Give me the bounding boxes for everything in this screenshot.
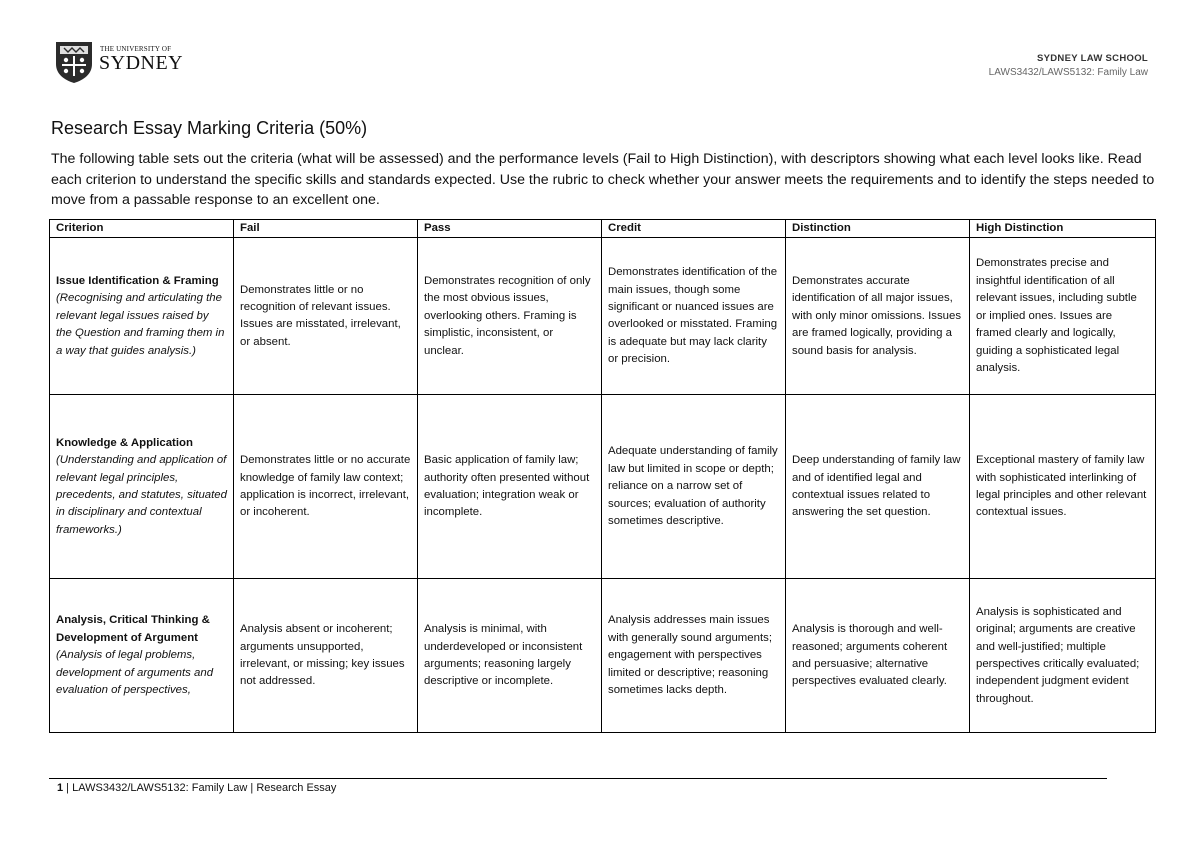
course-code: LAWS3432/LAWS5132: Family Law: [988, 67, 1148, 78]
school-name: SYDNEY LAW SCHOOL: [1036, 53, 1148, 64]
criterion-cell: [50, 395, 234, 579]
criterion-description: (Recognising and articulating the relevant legal issues raised by the Question and framing them in a way that guides analysis.): [56, 292, 225, 357]
page-title: Research Essay Marking Criteria (50%): [51, 118, 368, 138]
page-footer: [57, 782, 336, 794]
logo-university-line: THE UNIVERSITY OF: [100, 45, 172, 53]
footer-text: | LAWS3432/LAWS5132: Family Law | Research Essay: [63, 782, 337, 794]
header-credit: Credit: [602, 220, 786, 238]
criterion-description: (Analysis of legal problems, development of arguments and evaluation of perspectives,: [56, 649, 214, 697]
fail-descriptor: Demonstrates little or no accurate knowledge of family law context; application is incorrect, irrelevant, or incoherent.: [234, 395, 418, 579]
table-row: [50, 238, 1156, 395]
criterion-description: (Understanding and application of relevant legal principles, precedents, and statutes, situated in disciplinary and contextual frameworks.): [56, 454, 227, 536]
fail-descriptor: Demonstrates little or no recognition of relevant issues. Issues are misstated, irrelevant, or absent.: [234, 238, 418, 395]
table-row: [50, 395, 1156, 579]
header-distinction: Distinction: [786, 220, 970, 238]
distinction-descriptor: Analysis is thorough and well-reasoned; arguments coherent and persuasive; alternative perspectives evaluated clearly.: [786, 579, 970, 733]
high-distinction-descriptor: Exceptional mastery of family law with sophisticated interlinking of legal principles and other relevant contextual issues.: [970, 395, 1156, 579]
pass-descriptor: Basic application of family law; authority often presented without evaluation; integration weak or incomplete.: [418, 395, 602, 579]
criterion-name: Knowledge & Application: [56, 436, 193, 449]
distinction-descriptor: Deep understanding of family law and of identified legal and contextual issues related to answering the set question.: [786, 395, 970, 579]
table-header-row: [50, 220, 1156, 238]
criterion-cell: [50, 579, 234, 733]
pass-descriptor: Demonstrates recognition of only the most obvious issues, overlooking others. Framing is simplistic, inconsistent, or unclear.: [418, 238, 602, 395]
marking-rubric-table: [49, 219, 1156, 733]
credit-descriptor: Analysis addresses main issues with generally sound arguments; engagement with perspectives limited or descriptive; reasoning sometimes lacks depth.: [602, 579, 786, 733]
pass-descriptor: Analysis is minimal, with underdeveloped or inconsistent arguments; reasoning largely descriptive or incomplete.: [418, 579, 602, 733]
header-high-distinction: High Distinction: [970, 220, 1156, 238]
header-fail: Fail: [234, 220, 418, 238]
footer-divider: [49, 778, 1107, 779]
criterion-name: Analysis, Critical Thinking & Development of Argument: [56, 614, 210, 644]
criterion-cell: [50, 238, 234, 395]
high-distinction-descriptor: Demonstrates precise and insightful identification of all relevant issues, including subtle or implied ones. Issues are framed clearly and logically, guiding a sophisticated legal analysis.: [970, 238, 1156, 395]
criterion-name: Issue Identification & Framing: [56, 274, 219, 287]
page-number: 1: [57, 782, 64, 794]
university-crest-icon: [54, 40, 94, 84]
table-row: [50, 579, 1156, 733]
header-pass: Pass: [418, 220, 602, 238]
page-header: [989, 53, 1148, 78]
university-logo: [54, 40, 184, 84]
logo-name: SYDNEY: [99, 52, 184, 74]
header-criterion: Criterion: [50, 220, 234, 238]
credit-descriptor: Demonstrates identification of the main issues, though some significant or nuanced issues are overlooked or misstated. Framing is adequate but may lack clarity or precision.: [602, 238, 786, 395]
credit-descriptor: Adequate understanding of family law but limited in scope or depth; reliance on a narrow set of sources; evaluation of authority sometimes descriptive.: [602, 395, 786, 579]
intro-paragraph: The following table sets out the criteria (what will be assessed) and the performance levels (Fail to High Distinction), with descriptors showing what each level looks like. Read each criterion to understand the specific skills and standards expected. Use the rubric to check whether your answer meets the requirements and to identify the steps needed to move from a passable response to an excellent one.: [51, 151, 1155, 208]
distinction-descriptor: Demonstrates accurate identification of all major issues, with only minor omissions. Issues are framed logically, providing a sound basis for analysis.: [786, 238, 970, 395]
fail-descriptor: Analysis absent or incoherent; arguments unsupported, irrelevant, or missing; key issues not addressed.: [234, 579, 418, 733]
high-distinction-descriptor: Analysis is sophisticated and original; arguments are creative and well-justified; multiple perspectives critically evaluated; independent judgment evident throughout.: [970, 579, 1156, 733]
